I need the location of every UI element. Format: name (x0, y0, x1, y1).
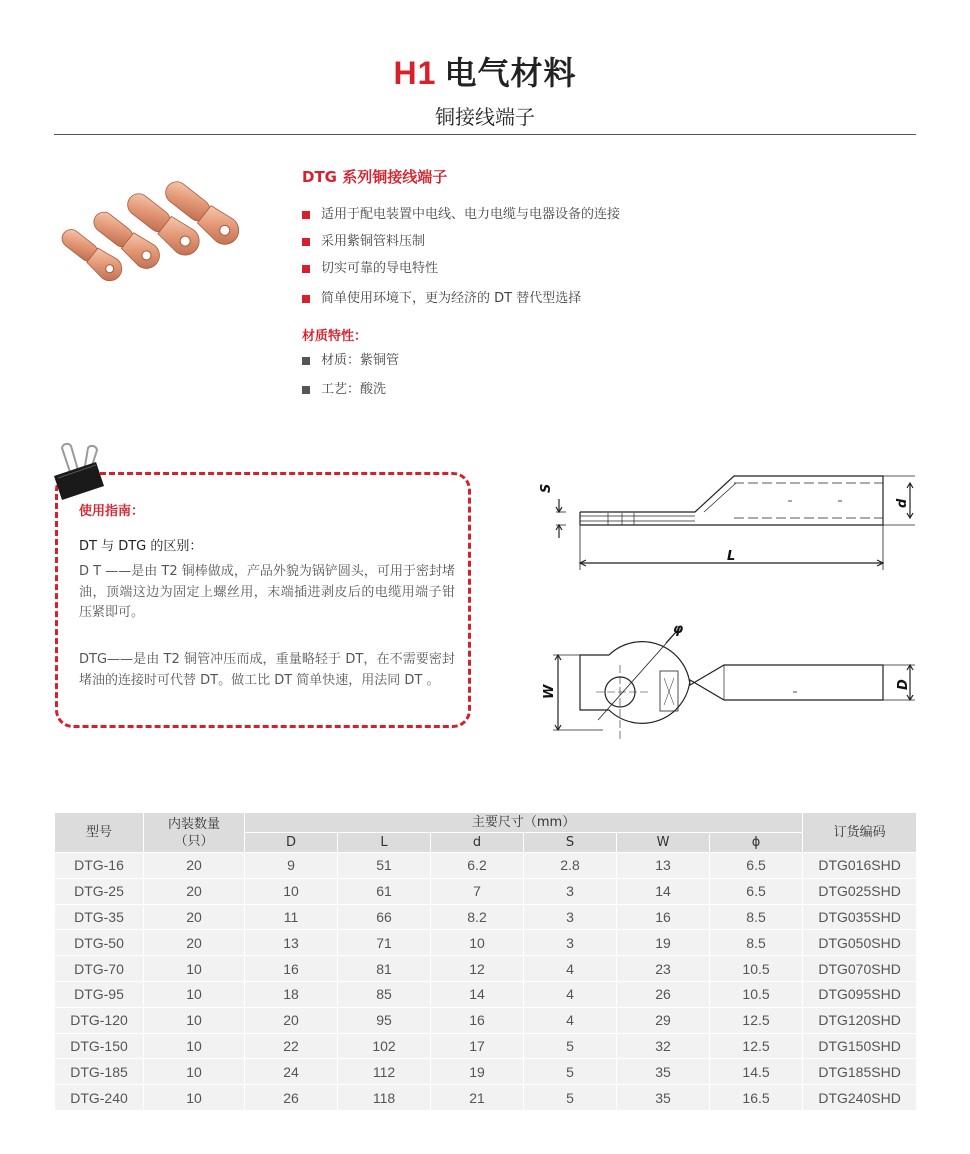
table-cell: DTG-95 (55, 982, 143, 1007)
header-d-upper: D (245, 833, 337, 852)
dimension-diagram (538, 465, 928, 740)
table-cell: 20 (245, 1008, 337, 1033)
table-cell: 6.5 (710, 879, 802, 904)
table-row (55, 1085, 916, 1110)
table-cell: 16 (431, 1008, 523, 1033)
table-cell: 24 (245, 1059, 337, 1084)
product-image (50, 178, 250, 303)
table-cell: DTG095SHD (803, 982, 916, 1007)
list-item: 适用于配电装置中电线、电力电缆与电器设备的连接 (302, 205, 620, 232)
table-cell: 4 (524, 1008, 616, 1033)
table-cell: DTG185SHD (803, 1059, 916, 1084)
header-l: L (338, 833, 430, 852)
square-bullet-icon (302, 238, 310, 246)
table-cell: DTG-240 (55, 1085, 143, 1110)
table-cell: DTG070SHD (803, 956, 916, 981)
list-item: 切实可靠的导电特性 (302, 259, 620, 286)
table-cell: 12.5 (710, 1008, 802, 1033)
table-cell: DTG-70 (55, 956, 143, 981)
table-cell: 10 (144, 1008, 244, 1033)
table-cell: 71 (338, 930, 430, 955)
table-cell: 10 (144, 1059, 244, 1084)
table-cell: 35 (617, 1085, 709, 1110)
table-cell: 8.5 (710, 905, 802, 930)
table-cell: 12 (431, 956, 523, 981)
section-code: H1 (393, 55, 437, 91)
table-cell: DTG-35 (55, 905, 143, 930)
table-cell: 102 (338, 1034, 430, 1059)
table-cell: 19 (431, 1059, 523, 1084)
table-row (55, 905, 916, 930)
table-cell: 2.8 (524, 853, 616, 878)
square-bullet-icon (302, 357, 310, 365)
dim-label-d: d (895, 498, 910, 508)
table-cell: 17 (431, 1034, 523, 1059)
dim-label-l: L (727, 549, 736, 564)
table-cell: 3 (524, 879, 616, 904)
guide-paragraph-dt: D T ——是由 T2 铜棒做成，产品外貌为锅铲圆头，可用于密封堵油，顶端这边为固定上螺丝用，末端插进剥皮后的电缆用端子钳压紧即可。 (79, 564, 455, 620)
table-cell: 10 (144, 1085, 244, 1110)
table-cell: 8.5 (710, 930, 802, 955)
table-row (55, 1059, 916, 1084)
table-cell: 51 (338, 853, 430, 878)
table-cell: DTG120SHD (803, 1008, 916, 1033)
table-cell: 11 (245, 905, 337, 930)
table-cell: 20 (144, 853, 244, 878)
table-cell: DTG050SHD (803, 930, 916, 955)
table-cell: DTG-25 (55, 879, 143, 904)
table-row (55, 853, 916, 878)
table-row (55, 1008, 916, 1033)
header-model: 型号 (55, 813, 143, 852)
list-item: 简单使用环境下，更为经济的 DT 替代型选择 (302, 289, 620, 316)
table-cell: DTG150SHD (803, 1034, 916, 1059)
table-cell: 12.5 (710, 1034, 802, 1059)
table-cell: 22 (245, 1034, 337, 1059)
table-cell: 4 (524, 956, 616, 981)
table-cell: 10 (144, 956, 244, 981)
table-cell: 10.5 (710, 982, 802, 1007)
square-bullet-icon (302, 211, 310, 219)
table-cell: 8.2 (431, 905, 523, 930)
table-cell: 20 (144, 930, 244, 955)
table-cell: 13 (245, 930, 337, 955)
page-title (0, 48, 970, 94)
table-cell: 9 (245, 853, 337, 878)
header-quantity: 内装数量 （只） (144, 813, 244, 852)
table-cell: 14 (617, 879, 709, 904)
section-title: 电气材料 (444, 54, 577, 92)
table-cell: 3 (524, 930, 616, 955)
table-cell: 29 (617, 1008, 709, 1033)
table-cell: 5 (524, 1034, 616, 1059)
table-cell: DTG-120 (55, 1008, 143, 1033)
table-cell: 14.5 (710, 1059, 802, 1084)
table-cell: 10 (431, 930, 523, 955)
material-list (302, 351, 399, 409)
dim-label-d-upper: D (896, 679, 911, 690)
table-cell: 13 (617, 853, 709, 878)
square-bullet-icon (302, 265, 310, 273)
header-phi: ϕ (710, 833, 802, 852)
table-cell: 26 (245, 1085, 337, 1110)
dim-label-s: S (539, 483, 554, 493)
list-item: 工艺：酸洗 (302, 380, 399, 409)
guide-title: 使用指南： (79, 504, 145, 519)
table-cell: 61 (338, 879, 430, 904)
table-cell: 6.2 (431, 853, 523, 878)
table-cell: 85 (338, 982, 430, 1007)
table-cell: 6.5 (710, 853, 802, 878)
square-bullet-icon (302, 386, 310, 394)
table-cell: 7 (431, 879, 523, 904)
table-row (55, 982, 916, 1007)
table-cell: 14 (431, 982, 523, 1007)
series-title: DTG 系列铜接线端子 (302, 168, 448, 186)
table-cell: 3 (524, 905, 616, 930)
table-cell: 23 (617, 956, 709, 981)
guide-paragraph-dtg: DTG——是由 T2 铜管冲压而成，重量略轻于 DT，在不需要密封堵油的连接时可代替 DT。做工比 DT 简单快速，用法同 DT 。 (79, 652, 455, 688)
spec-table (54, 812, 917, 1111)
table-cell: 4 (524, 982, 616, 1007)
binder-clip-icon (48, 442, 108, 504)
header-s: S (524, 833, 616, 852)
table-cell: 18 (245, 982, 337, 1007)
dim-label-w: W (542, 684, 557, 699)
table-cell: DTG035SHD (803, 905, 916, 930)
table-row (55, 879, 916, 904)
dim-label-phi: φ (673, 622, 684, 637)
header-d-lower: d (431, 833, 523, 852)
top-view-drawing (553, 630, 915, 740)
table-cell: 16 (617, 905, 709, 930)
square-bullet-icon (302, 295, 310, 303)
feature-list (302, 205, 620, 316)
table-cell: 32 (617, 1034, 709, 1059)
page-subtitle: 铜接线端子 (435, 105, 535, 129)
header-order-code: 订货编码 (803, 813, 916, 852)
table-cell: DTG-150 (55, 1034, 143, 1059)
table-cell: 35 (617, 1059, 709, 1084)
table-cell: 10 (144, 982, 244, 1007)
table-cell: 10.5 (710, 956, 802, 981)
guide-subtitle: DT 与 DTG 的区别： (79, 539, 203, 554)
table-cell: 26 (617, 982, 709, 1007)
side-view-drawing (556, 476, 915, 570)
table-cell: DTG-50 (55, 930, 143, 955)
table-cell: 66 (338, 905, 430, 930)
table-cell: 112 (338, 1059, 430, 1084)
material-title: 材质特性： (302, 329, 368, 344)
header-main-size: 主要尺寸（mm） (245, 813, 802, 832)
table-row (55, 1034, 916, 1059)
table-body (55, 853, 916, 1110)
table-cell: 95 (338, 1008, 430, 1033)
table-cell: DTG025SHD (803, 879, 916, 904)
table-cell: 16.5 (710, 1085, 802, 1110)
table-row (55, 930, 916, 955)
table-cell: 16 (245, 956, 337, 981)
header-divider (54, 134, 916, 135)
table-cell: 5 (524, 1085, 616, 1110)
table-cell: 19 (617, 930, 709, 955)
table-cell: 21 (431, 1085, 523, 1110)
list-item: 采用紫铜管料压制 (302, 232, 620, 259)
header-w: W (617, 833, 709, 852)
table-cell: 81 (338, 956, 430, 981)
table-cell: DTG-185 (55, 1059, 143, 1084)
table-cell: DTG-16 (55, 853, 143, 878)
table-cell: 118 (338, 1085, 430, 1110)
table-cell: DTG240SHD (803, 1085, 916, 1110)
table-cell: 10 (144, 1034, 244, 1059)
table-cell: 5 (524, 1059, 616, 1084)
table-cell: DTG016SHD (803, 853, 916, 878)
table-cell: 20 (144, 905, 244, 930)
list-item: 材质：紫铜管 (302, 351, 399, 380)
table-cell: 20 (144, 879, 244, 904)
table-row (55, 956, 916, 981)
table-cell: 10 (245, 879, 337, 904)
